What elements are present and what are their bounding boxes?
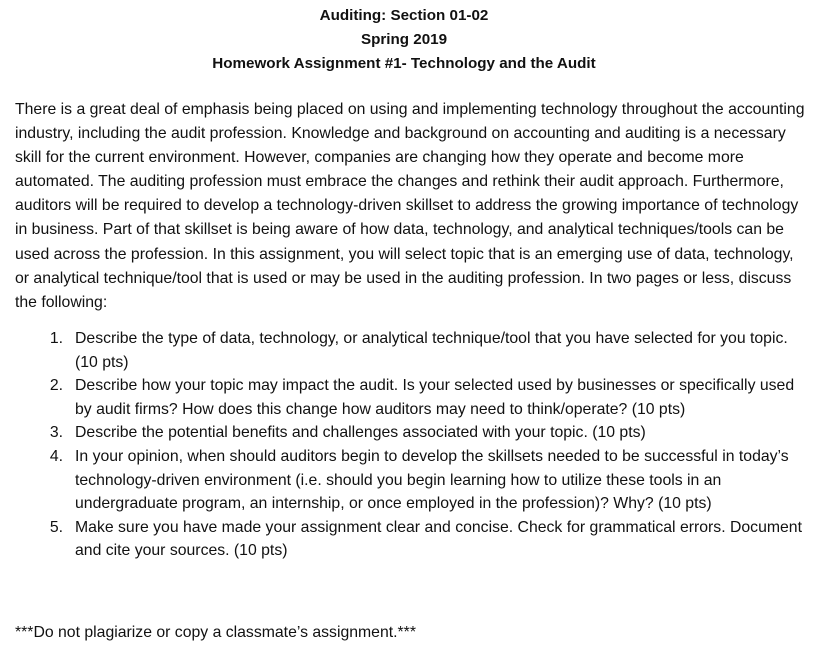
list-item-text: Describe how your topic may impact the audit. Is your selected used by businesses or specifically used by audit firms? How does this change how auditors may need to think/operate? (10 pts) — [75, 377, 795, 418]
list-item — [15, 445, 805, 516]
list-item-number: 1. — [49, 330, 63, 347]
list-item — [15, 327, 805, 374]
list-item-text: Describe the type of data, technology, or analytical technique/tool that you have selected for you topic. (10 pts) — [75, 330, 788, 371]
list-item — [15, 516, 805, 563]
plagiarism-notice: ***Do not plagiarize or copy a classmate’s assignment.*** — [15, 624, 416, 641]
list-item-text: Make sure you have made your assignment clear and concise. Check for grammatical errors. Document and cite your sources. (10 pts) — [75, 518, 802, 560]
list-item-number: 5. — [49, 518, 63, 536]
document-header — [0, 4, 808, 76]
list-item — [15, 421, 805, 445]
assignment-title: Homework Assignment #1- Technology and the Audit — [212, 55, 596, 72]
semester: Spring 2019 — [360, 31, 448, 48]
intro-paragraph: There is a great deal of emphasis being placed on using and implementing technology throughout the accounting industry, including the audit profession. Knowledge and background on accounting and auditing is a necessary skill for the current environment. However, companies are changing how they operate and become more automated. The auditing profession must embrace the changes and rethink their audit approach. Furthermore, auditors will be required to develop a technology-driven skillset to address the growing importance of technology in business. Part of that skillset is being aware of how data, technology, and analytical techniques/tools can be used across the profession. In this assignment, you will select topic that is an emerging use of data, technology, or analytical technique/tool that is used or may be used in the auditing profession. In two pages or less, discuss the following: — [15, 101, 805, 311]
list-item-text: Describe the potential benefits and challenges associated with your topic. (10 pts) — [75, 424, 646, 442]
list-item-text: In your opinion, when should auditors begin to develop the skillsets needed to be successful in today’s technology-driven environment (i.e. should you begin learning how to utilize these tools in an undergraduate program, an internship, or once employed in the profession)? Why? (10 pts) — [75, 447, 789, 513]
list-item-number: 4. — [49, 447, 63, 465]
question-list — [15, 327, 805, 563]
list-item — [15, 374, 805, 421]
course-title: Auditing: Section 01-02 — [319, 7, 489, 24]
list-item-number: 2. — [49, 377, 63, 395]
list-item-number: 3. — [49, 424, 63, 442]
